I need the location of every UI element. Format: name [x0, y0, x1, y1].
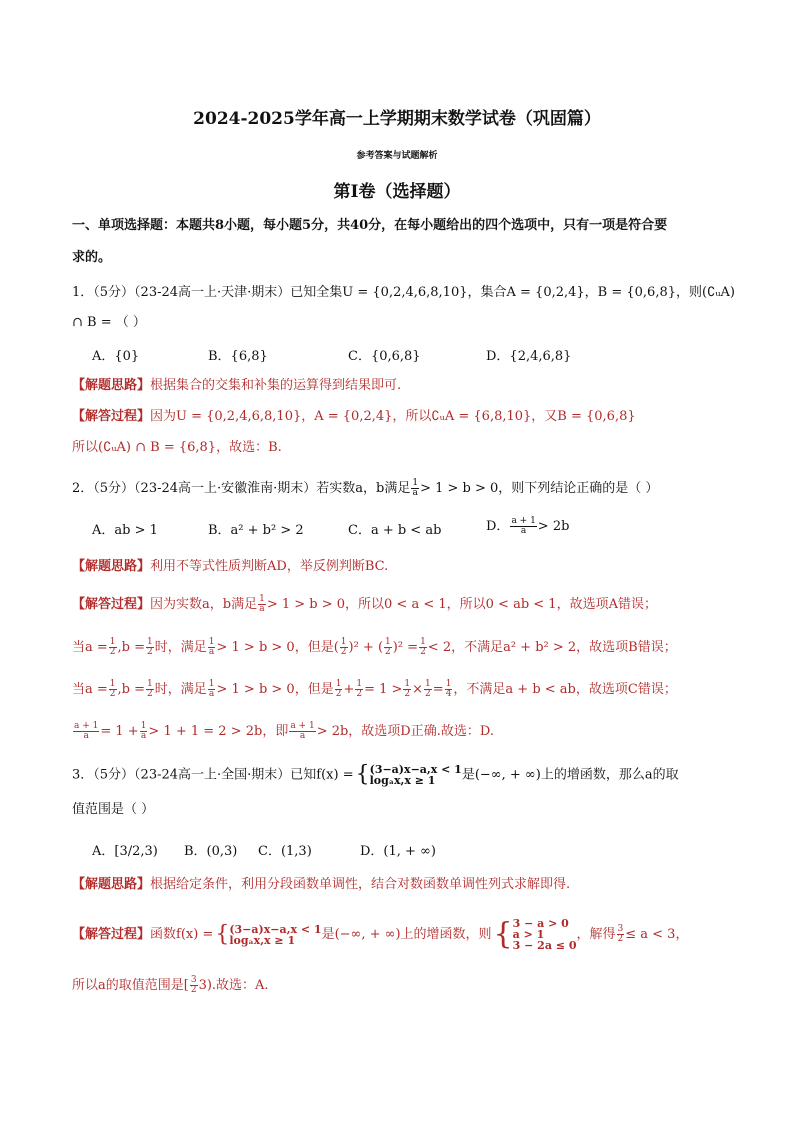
fraction: [208, 680, 216, 699]
q1-process-text-1: 因为U = {0,2,4,6,8,10}，A = {0,2,4}，所以∁ᵤA = {6,8,10}，又B = {0,6,8}: [150, 409, 636, 424]
q1-stem-line-2: ∩ B = （ ）: [72, 315, 146, 330]
q2-process-line-4: [72, 722, 722, 742]
frac-den: a: [520, 526, 527, 536]
hint-tag: 【解题思路】: [72, 378, 151, 393]
fraction: [146, 680, 154, 699]
hint-tag: 【解题思路】: [72, 559, 151, 574]
frac-num: a + 1: [74, 721, 99, 731]
fraction: [140, 722, 148, 741]
frac-den: 2: [109, 647, 116, 657]
frac-num: 3: [617, 924, 624, 934]
fraction: [340, 638, 348, 657]
t: ，解得: [576, 927, 616, 942]
fraction: [146, 638, 154, 657]
t: 函数f(x) =: [150, 927, 214, 942]
q3-hint: [72, 875, 722, 895]
frac-num: 1: [147, 679, 153, 689]
q3-option-b: B．(0,3): [184, 844, 238, 859]
frac-num: 1: [404, 679, 411, 689]
q2-stem-b: > 1 > b > 0，则下列结论正确的是（ ）: [420, 481, 659, 496]
q2-stem-fraction: [411, 479, 419, 498]
fraction: [355, 680, 363, 699]
q2-hint: [72, 557, 722, 577]
q3-stem-b: 是(−∞, + ∞)上的增函数，那么a的取: [461, 767, 679, 783]
frac-num: 1: [208, 637, 215, 647]
frac-den: 2: [420, 647, 426, 657]
t: > 1 > b > 0，但是: [216, 682, 334, 697]
fraction: [419, 638, 427, 657]
q2-option-b: B．a² + b² > 2: [208, 523, 304, 538]
q3-stem-a: 3．（5分）（23-24高一上·全国·期末）已知f(x) =: [72, 767, 354, 783]
frac-num: 1: [356, 679, 363, 689]
t: 当a =: [72, 640, 108, 655]
t: )² + (: [348, 640, 384, 655]
conditions: [513, 918, 577, 951]
t: 时，满足: [154, 682, 207, 697]
fraction: [109, 638, 117, 657]
frac-den: 2: [147, 689, 153, 699]
frac-num: 1: [259, 594, 265, 604]
t: ，不满足a + b < ab，故选项C错误；: [453, 682, 677, 697]
frac-den: 2: [385, 647, 391, 657]
q2-p1b: > 1 > b > 0，所以0 < a < 1，所以0 < ab < 1，故选项A错误；: [266, 597, 657, 612]
q2-stem: [72, 479, 722, 499]
page-subtitle: 参考答案与试题解析: [356, 151, 438, 161]
t: = 1 +: [100, 724, 139, 739]
q1-option-d: D．{2,4,6,8}: [486, 349, 572, 364]
t: > 2b，故选项D正确.故选：D.: [316, 724, 494, 739]
fraction: [289, 722, 315, 741]
frac-den: 2: [404, 689, 411, 699]
frac-den: 2: [617, 934, 624, 944]
q3-option-c: C．(1,3): [258, 844, 312, 859]
t: +: [343, 682, 355, 697]
frac-num: 1: [109, 637, 116, 647]
q2-option-c: C．a + b < ab: [348, 523, 442, 538]
condition-2: a > 1: [512, 928, 545, 941]
fraction: [384, 638, 392, 657]
q1-option-c: C．{0,6,8}: [348, 349, 421, 364]
frac-num: 1: [208, 679, 215, 689]
frac-num: 1: [109, 679, 116, 689]
hint-tag: 【解题思路】: [72, 877, 151, 892]
q1-hint-text: 根据集合的交集和补集的运算得到结果即可.: [150, 378, 402, 393]
instructions-line-2: 求的。: [72, 250, 112, 265]
brace-icon: {: [215, 921, 230, 947]
q2-stem-a: 2．（5分）（23-24高一上·安徽淮南·期末）若实数a，b满足: [72, 481, 411, 496]
brace-icon: {: [355, 762, 370, 787]
frac-num: a + 1: [290, 721, 315, 731]
q3-option-a: A．[3/2,3): [92, 844, 158, 859]
t: ×: [412, 682, 424, 697]
frac-num: 1: [147, 637, 153, 647]
piece-1: (3−a)x−a,x < 1: [229, 922, 322, 936]
q1-option-b: B．{6,8}: [208, 349, 268, 364]
q3-hint-text: 根据给定条件，利用分段函数单调性，结合对数函数单调性列式求解即得.: [150, 877, 571, 892]
frac-den: a: [412, 488, 418, 498]
q3-option-d: D．(1, + ∞): [360, 844, 436, 859]
frac-den: 2: [340, 647, 347, 657]
fraction: [109, 680, 117, 699]
frac-den: 2: [109, 689, 116, 699]
frac-num: 1: [140, 721, 147, 731]
piecewise-function: [356, 764, 462, 786]
q3-process-line-2: [72, 976, 722, 996]
t: 所以a的取值范围是[: [72, 978, 189, 993]
process-tag: 【解答过程】: [72, 409, 151, 424]
q2-process-line-2: [72, 638, 722, 658]
t: 是(−∞, + ∞)上的增函数，则: [321, 927, 492, 942]
t: = 1 >: [364, 682, 403, 697]
frac-den: a: [140, 731, 147, 741]
frac-den: 4: [445, 689, 452, 699]
q2-process-line-1: [72, 595, 722, 615]
frac-den: a: [208, 647, 215, 657]
fraction: [335, 680, 343, 699]
piece-2: logₐx,x ≥ 1: [369, 774, 436, 787]
q3-process-line-1: [72, 918, 722, 951]
frac-num: a + 1: [511, 516, 536, 526]
t: =: [432, 682, 444, 697]
piecewise-function: [215, 921, 322, 947]
q2-p1: 因为实数a，b满足: [150, 597, 258, 612]
frac-num: 1: [385, 637, 391, 647]
fraction: [258, 595, 266, 614]
t: ,b =: [117, 640, 145, 655]
q2-option-a: A．ab > 1: [92, 523, 158, 538]
piecewise-cases: [229, 924, 321, 946]
frac-num: 1: [340, 637, 347, 647]
fraction: [617, 925, 625, 944]
q3-stem-line-1: [72, 764, 722, 786]
page-title: 2024-2025学年高一上学期期末数学试卷（巩固篇）: [193, 109, 601, 129]
process-tag: 【解答过程】: [72, 927, 151, 942]
fraction: [208, 638, 216, 657]
fraction: [73, 722, 99, 741]
frac-num: 1: [425, 679, 431, 689]
frac-den: 2: [190, 985, 197, 995]
q2-option-d-fraction: [510, 517, 536, 536]
frac-num: 1: [445, 679, 452, 689]
section-heading: 第I卷（选择题）: [333, 182, 461, 202]
t: < 2，不满足a² + b² > 2，故选项B错误；: [427, 640, 677, 655]
q1-process-line-2: 所以(∁ᵤA) ∩ B = {6,8}，故选：B.: [72, 440, 282, 455]
t: 当a =: [72, 682, 108, 697]
frac-den: a: [259, 604, 265, 614]
t: ,b =: [117, 682, 145, 697]
t: ≤ a < 3，: [625, 927, 689, 942]
frac-den: a: [299, 731, 306, 741]
t: 时，满足: [154, 640, 207, 655]
frac-den: a: [83, 731, 89, 741]
t: 3).故选：A.: [198, 978, 269, 993]
q2-option-d: [486, 515, 569, 536]
frac-den: 2: [425, 689, 431, 699]
piecewise-cases: [370, 764, 462, 786]
q3-stem-line-2: 值范围是（ ）: [72, 802, 155, 817]
q2-process-line-3: [72, 680, 722, 700]
frac-num: 1: [335, 679, 342, 689]
q2-hint-text: 利用不等式性质判断AD，举反例判断BC.: [150, 559, 389, 574]
q2-option-d-label: D．: [486, 519, 510, 534]
t: > 1 + 1 = 2 > 2b，即: [148, 724, 289, 739]
instructions-line-1: 一、单项选择题：本题共8小题，每小题5分，共40分，在每小题给出的四个选项中，只有一项是符合要: [72, 218, 668, 233]
frac-num: 1: [420, 637, 426, 647]
t: > 1 > b > 0，但是(: [216, 640, 339, 655]
fraction: [424, 680, 432, 699]
condition-3: 3 − 2a ≤ 0: [512, 939, 577, 952]
frac-den: 2: [335, 689, 342, 699]
frac-num: 3: [190, 975, 197, 985]
frac-den: 2: [356, 689, 363, 699]
fraction: [190, 976, 198, 995]
t: )² =: [392, 640, 419, 655]
piece-2: logₐx,x ≥ 1: [229, 933, 296, 947]
q1-option-a: A．{0}: [92, 349, 140, 364]
process-tag: 【解答过程】: [72, 597, 151, 612]
condition-1: 3 − a > 0: [512, 917, 569, 930]
q2-option-d-rest: > 2b: [537, 519, 570, 534]
fraction: [445, 680, 453, 699]
frac-num: 1: [412, 478, 419, 488]
piece-1: (3−a)x−a,x < 1: [369, 763, 462, 776]
condition-system: [494, 918, 577, 951]
frac-den: a: [208, 689, 215, 699]
brace-icon: {: [493, 916, 513, 952]
q1-stem-line-1: 1．（5分）（23-24高一上·天津·期末）已知全集U = {0,2,4,6,8,10}，集合A = {0,2,4}，B = {0,6,8}，则(∁ᵤA): [72, 285, 735, 300]
frac-den: 2: [147, 647, 153, 657]
q1-hint: [72, 376, 722, 396]
fraction: [403, 680, 411, 699]
q1-process-line-1: [72, 407, 722, 427]
